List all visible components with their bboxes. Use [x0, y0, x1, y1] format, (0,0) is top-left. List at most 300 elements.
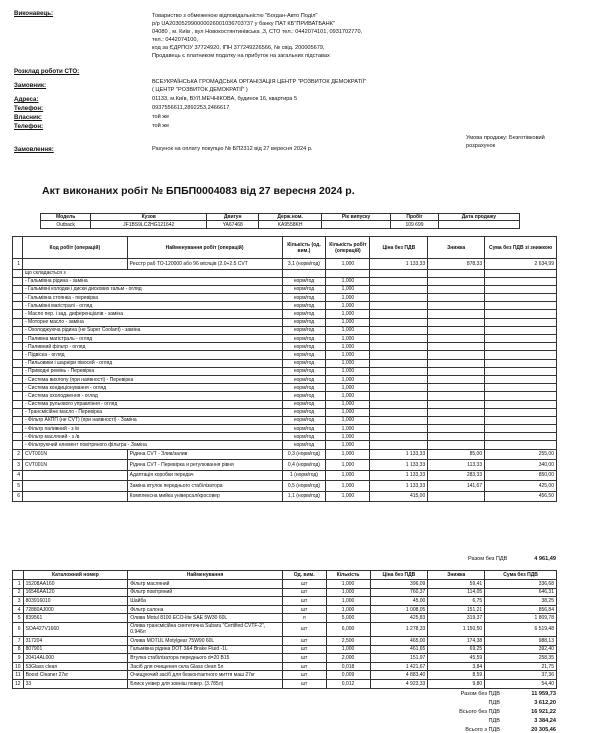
work-subitem: що складається з [22, 269, 282, 277]
row-number: 7 [13, 636, 24, 645]
work-price [370, 441, 428, 449]
work-price: 1 133,33 [370, 449, 428, 460]
part-qty: 2,000 [326, 654, 370, 663]
works-header-cell: Код робіт (операцій) [22, 237, 127, 259]
part-discount: 6,75 [428, 597, 485, 606]
row-number [13, 367, 23, 375]
car-value-cell: KA9558KH [259, 221, 322, 229]
work-name: Заміна втулок переднього стабілізатора [127, 481, 282, 492]
row-number: 9 [13, 654, 24, 663]
part-qty: 0,009 [326, 671, 370, 680]
work-qty: 3,1 (норм/год) [282, 259, 326, 270]
work-price [370, 367, 428, 375]
work-ops: 1,000 [326, 367, 370, 375]
table-row [13, 636, 557, 645]
part-sum: 6 519,48 [485, 622, 557, 636]
work-ops: 1,000 [326, 310, 370, 318]
work-sum [485, 400, 557, 408]
part-unit: шт [282, 580, 326, 589]
car-header-cell: Модель [41, 214, 91, 221]
work-subitem: - Паливна магістраль - огляд [22, 335, 282, 343]
table-row [13, 460, 557, 471]
part-name: Гальмівна рідина DOT 3&4 Brake Fluid -1L [128, 645, 282, 654]
part-name: Блиск універ для зовніш повер. (3.785л) [128, 679, 282, 688]
part-sum: 646,31 [485, 588, 557, 597]
part-code: Boost Cleaner 27кг [23, 671, 128, 680]
part-unit: шт [282, 605, 326, 614]
parts-header-cell: Ціна без ПДВ [370, 571, 428, 580]
works-header-cell: Знижка [428, 237, 485, 259]
work-qty: норм/год [282, 416, 326, 424]
table-row [13, 491, 557, 502]
part-discount: 59,41 [428, 580, 485, 589]
table-row [13, 622, 557, 636]
table-row [13, 343, 557, 351]
work-ops: 1,000 [326, 384, 370, 392]
table-row [13, 351, 557, 359]
work-sum [485, 416, 557, 424]
work-discount [428, 375, 485, 383]
works-header-cell: Кількість робіт (операцій) [326, 237, 370, 259]
row-number: 1 [13, 580, 24, 589]
work-price [370, 408, 428, 416]
work-ops: 1,000 [326, 491, 370, 502]
work-qty: норм/год [282, 375, 326, 383]
row-number [13, 425, 23, 433]
work-qty: норм/год [282, 392, 326, 400]
part-qty: 5,000 [326, 614, 370, 623]
car-value-cell [438, 221, 519, 229]
customer-line: ( ЦЕНТР "РОЗВИТОК ДЕМОКРАТІЇ" ) [152, 87, 248, 93]
total-label: Разом без ПДВ [460, 691, 500, 697]
table-row [13, 614, 557, 623]
works-header-cell: Найменування робіт (операцій) [127, 237, 282, 259]
table-row [13, 416, 557, 424]
contractor-line: Товариство з обмеженою відповідальністю "Богдан-Авто Поділ" [152, 13, 318, 19]
table-row [13, 645, 557, 654]
table-row [13, 425, 557, 433]
part-name: Очищуючий засіб для безконтактного миття маш 27кг [128, 671, 282, 680]
work-sum [485, 343, 557, 351]
work-discount [428, 285, 485, 293]
part-discount: 45,59 [428, 654, 485, 663]
part-discount: 9,80 [428, 679, 485, 688]
work-code [22, 481, 127, 492]
work-qty: норм/год [282, 441, 326, 449]
car-value-cell: Outback [41, 221, 91, 229]
table-row [13, 605, 557, 614]
parts-header-cell: Каталожний номер [23, 571, 128, 580]
part-unit: шт [282, 671, 326, 680]
part-name: Фільтр повітряний [128, 588, 282, 597]
part-unit: шт [282, 622, 326, 636]
table-row [13, 318, 557, 326]
part-name: Втулка стабілізатора переднього d=20 B15 [128, 654, 282, 663]
part-sum: 258,35 [485, 654, 557, 663]
work-ops: 1,000 [326, 351, 370, 359]
row-number [13, 269, 23, 277]
table-row [13, 449, 557, 460]
work-discount [428, 310, 485, 318]
work-qty: норм/год [282, 326, 326, 334]
work-qty: норм/год [282, 310, 326, 318]
table-row [13, 662, 557, 671]
total-label: ПДВ [488, 700, 500, 706]
work-ops: 1,000 [326, 285, 370, 293]
table-row [13, 359, 557, 367]
work-qty: норм/год [282, 277, 326, 285]
work-qty: норм/год [282, 433, 326, 441]
table-row [13, 671, 557, 680]
work-discount [428, 318, 485, 326]
row-number: 2 [13, 449, 23, 460]
contractor-line: код за ЄДРПОУ 37724920, ІПН 377249226566, № свід. 200005679, [152, 45, 325, 51]
work-discount [428, 351, 485, 359]
part-price: 4 923,33 [370, 679, 428, 688]
part-qty: 6,000 [326, 622, 370, 636]
total-value: 3 384,24 [534, 718, 556, 724]
table-row [13, 269, 557, 277]
part-price: 461,65 [370, 645, 428, 654]
work-ops: 1,000 [326, 318, 370, 326]
part-sum: 1 809,78 [485, 614, 557, 623]
work-qty: 0,3 (норм/год) [282, 449, 326, 460]
work-discount: 85,00 [428, 449, 485, 460]
work-sum [485, 294, 557, 302]
schedule-label: Розклад роботи СТО: [14, 68, 80, 75]
car-header-cell: Двигун [207, 214, 259, 221]
car-header-cell: Пробіг [391, 214, 439, 221]
part-name: Олива трансмісійна синтетична Subaru "Certified CVTF-2", 0.946л [128, 622, 282, 636]
row-number [13, 408, 23, 416]
row-number [13, 294, 23, 302]
car-info-table [40, 213, 520, 229]
total-value: 3 612,20 [534, 700, 556, 706]
work-sum: 340,00 [485, 460, 557, 471]
car-value-cell: YA67468 [207, 221, 259, 229]
part-price: 396,09 [370, 580, 428, 589]
parts-header-cell: Знижка [428, 571, 485, 580]
part-sum: 21,75 [485, 662, 557, 671]
car-value-cell [322, 221, 391, 229]
part-code: 53Glass clean [23, 662, 128, 671]
work-ops: 1,000 [326, 449, 370, 460]
part-unit: шт [282, 636, 326, 645]
part-sum: 336,68 [485, 580, 557, 589]
work-price [370, 294, 428, 302]
contractor-label: Виконавець: [14, 10, 54, 17]
part-discount: 319,37 [428, 614, 485, 623]
part-code: 72880AJ000 [23, 605, 128, 614]
work-ops: 1,000 [326, 335, 370, 343]
work-subitem: - Охолоджуюча рідина (не Super Coolant) - заміна [22, 326, 282, 334]
works-header-cell: Ціна без ПДВ [370, 237, 428, 259]
part-price: 1 008,05 [370, 605, 428, 614]
row-number [13, 335, 23, 343]
row-number: 11 [13, 671, 24, 680]
table-row [13, 400, 557, 408]
work-subitem: - Гальмівна стоянка - перевірка [22, 294, 282, 302]
car-header-cell: Рік випуску [322, 214, 391, 221]
work-ops: 1,000 [326, 416, 370, 424]
car-header-cell: Держ.ном. [259, 214, 322, 221]
part-name: Шайба [128, 597, 282, 606]
part-price: 4 883,40 [370, 671, 428, 680]
row-number [13, 433, 23, 441]
work-ops: 1,000 [326, 375, 370, 383]
phone-label: Телефон: [14, 105, 44, 112]
work-discount [428, 416, 485, 424]
part-qty: 1,000 [326, 588, 370, 597]
row-number: 10 [13, 662, 24, 671]
work-ops: 1,000 [326, 343, 370, 351]
work-code: CVT001N [22, 460, 127, 471]
work-qty: норм/год [282, 400, 326, 408]
work-discount [428, 277, 485, 285]
row-number [13, 392, 23, 400]
work-price [370, 433, 428, 441]
part-qty: 1,000 [326, 597, 370, 606]
work-qty: норм/год [282, 302, 326, 310]
work-price: 1 133,33 [370, 470, 428, 481]
table-row [13, 408, 557, 416]
table-row [13, 367, 557, 375]
row-number [13, 326, 23, 334]
contractor-line: тел.: 0442074100, [152, 37, 199, 43]
work-ops: 1,000 [326, 460, 370, 471]
customer-label: Замовник: [14, 82, 47, 89]
work-ops: 1,000 [326, 481, 370, 492]
work-name: Реєстр раб ТО-120000 або 96 місяців (2.0+2.5 CVT [127, 259, 282, 270]
work-discount [428, 269, 485, 277]
work-subitem: - Система кондиціонування - огляд [22, 384, 282, 392]
work-qty: норм/год [282, 294, 326, 302]
part-qty: 0,018 [326, 662, 370, 671]
table-row [13, 384, 557, 392]
address-value: 01133, м.Київ, ВУЛ.МЕЧНІКОВА, будинок 16, квартира 5 [152, 96, 298, 102]
table-row [13, 326, 557, 334]
car-value-cell: JF1BS9LC2HG121642 [91, 221, 207, 229]
work-ops: 1,000 [326, 425, 370, 433]
work-subitem: - Пильовики і шарніри півосей - огляд [22, 359, 282, 367]
contractor-line: Продавець є платником податку на прибуток на загальних підставах [152, 53, 330, 59]
work-qty: норм/год [282, 384, 326, 392]
contractor-line: 04080 , м. Київ , вул Новокостянтинівська ,3, СТО тел.: 0442074101, 0931702770, [152, 29, 363, 35]
part-code: 15208AA160 [23, 580, 128, 589]
part-price: 1 421,67 [370, 662, 428, 671]
part-code: SOA427V1660 [23, 622, 128, 636]
work-qty: норм/год [282, 351, 326, 359]
car-header-cell: Кузов [91, 214, 207, 221]
row-number [13, 318, 23, 326]
work-sum [485, 277, 557, 285]
work-sum [485, 359, 557, 367]
work-ops [326, 269, 370, 277]
row-number: 3 [13, 597, 24, 606]
work-discount: 113,33 [428, 460, 485, 471]
customer-line: ВСЕУКРАЇНСЬКА ГРОМАДСЬКА ОРГАНІЗАЦІЯ ЦЕНТР "РОЗВИТОК ДЕМОКРАТІЇ" [152, 79, 367, 85]
part-code: 20414AL000 [23, 654, 128, 663]
part-name: Фільтр салона [128, 605, 282, 614]
table-row [13, 310, 557, 318]
work-sum: 2 634,99 [485, 259, 557, 270]
table-row [13, 285, 557, 293]
work-discount [428, 408, 485, 416]
work-sum [485, 367, 557, 375]
work-price: 1 133,33 [370, 481, 428, 492]
row-number [13, 400, 23, 408]
work-subitem: - Підвіска - огляд [22, 351, 282, 359]
part-discount: 114,05 [428, 588, 485, 597]
work-discount: 283,33 [428, 470, 485, 481]
row-number: 6 [13, 622, 24, 636]
part-sum: 38,25 [485, 597, 557, 606]
work-code: CVT001N [22, 449, 127, 460]
part-price: 45,00 [370, 597, 428, 606]
work-subitem: - Трансмісійне масло - Перевірка [22, 408, 282, 416]
work-qty: 0,5 (норм/год) [282, 481, 326, 492]
customer-name [152, 78, 366, 94]
phone-value: 0937556611,2892253,2466617 [152, 105, 230, 111]
works-total-label: Разом без ПДВ [468, 556, 508, 562]
work-price [370, 343, 428, 351]
row-number: 4 [13, 605, 24, 614]
parts-header-cell: Сума без ПДВ [485, 571, 557, 580]
part-discount: 1 150,50 [428, 622, 485, 636]
sale-terms-line: розрахунок [466, 143, 496, 149]
owner-value: той же [152, 114, 170, 120]
part-unit: шт [282, 679, 326, 688]
work-price: 415,00 [370, 491, 428, 502]
work-sum [485, 384, 557, 392]
part-discount: 69,25 [428, 645, 485, 654]
work-price [370, 351, 428, 359]
work-qty: норм/год [282, 359, 326, 367]
row-number: 5 [13, 614, 24, 623]
row-number: 4 [13, 470, 23, 481]
table-row [13, 580, 557, 589]
part-qty: 1,000 [326, 645, 370, 654]
work-name: Адаптація коробки передач [127, 470, 282, 481]
table-row [13, 277, 557, 285]
parts-header-cell: Кількість [326, 571, 370, 580]
work-discount [428, 302, 485, 310]
work-price [370, 326, 428, 334]
work-sum [485, 318, 557, 326]
work-ops: 1,000 [326, 433, 370, 441]
work-ops: 1,000 [326, 294, 370, 302]
work-ops: 1,000 [326, 302, 370, 310]
work-discount [428, 441, 485, 449]
work-price: 1 133,33 [370, 259, 428, 270]
work-ops: 1,000 [326, 259, 370, 270]
part-qty: 0,012 [326, 679, 370, 688]
row-number [13, 384, 23, 392]
works-header-cell: Сума без ПДВ зі знижкою [485, 237, 557, 259]
part-discount: 3,84 [428, 662, 485, 671]
part-code: 807901 [23, 645, 128, 654]
contractor-details [152, 12, 362, 60]
row-number [13, 285, 23, 293]
work-price [370, 425, 428, 433]
work-sum [485, 326, 557, 334]
work-qty: норм/год [282, 318, 326, 326]
work-subitem: - Паливний фільтр - огляд [22, 343, 282, 351]
work-discount [428, 367, 485, 375]
work-sum: 850,00 [485, 470, 557, 481]
work-discount [428, 359, 485, 367]
work-ops: 1,000 [326, 441, 370, 449]
part-unit: шт [282, 654, 326, 663]
work-name: Рідина CVT - Перевірка и регулювання рівня [127, 460, 282, 471]
work-price [370, 359, 428, 367]
total-label: Всього з ПДВ [465, 727, 500, 733]
row-number [13, 277, 23, 285]
table-row [13, 470, 557, 481]
part-code: 33 [23, 679, 128, 688]
row-number [13, 302, 23, 310]
work-subitem: - Фільтруючий елемент повітряного фільтра - Заміна [22, 441, 282, 449]
part-unit: шт [282, 662, 326, 671]
total-value: 16 921,22 [531, 709, 556, 715]
part-discount: 151,21 [428, 605, 485, 614]
work-sum [485, 285, 557, 293]
work-sum [485, 408, 557, 416]
part-name: Олива Motul 8100 ECO-lite SAE 5W30 60L [128, 614, 282, 623]
part-unit: л [282, 614, 326, 623]
work-price [370, 392, 428, 400]
work-qty: норм/год [282, 335, 326, 343]
parts-header-cell: Од. вим. [282, 571, 326, 580]
total-value: 11 959,73 [531, 691, 556, 697]
parts-header-cell: Найменування [128, 571, 282, 580]
work-sum [485, 302, 557, 310]
work-qty [282, 269, 326, 277]
work-sum [485, 425, 557, 433]
part-price: 465,00 [370, 636, 428, 645]
row-number: 2 [13, 588, 24, 597]
part-code: 803916010 [23, 597, 128, 606]
table-row [13, 375, 557, 383]
table-row [13, 259, 557, 270]
work-price [370, 335, 428, 343]
table-row [13, 433, 557, 441]
work-discount [428, 425, 485, 433]
row-number: 1 [13, 259, 23, 270]
part-code: 16546AA120 [23, 588, 128, 597]
document-title: Акт виконаних робіт № БПБП0004083 від 27 вересня 2024 р. [42, 185, 355, 197]
part-sum: 856,84 [485, 605, 557, 614]
row-number: 12 [13, 679, 24, 688]
row-number [13, 343, 23, 351]
work-price [370, 269, 428, 277]
work-ops: 1,000 [326, 392, 370, 400]
part-discount: 174,38 [428, 636, 485, 645]
work-name: Рідина CVT - Злив/залив [127, 449, 282, 460]
work-discount [428, 294, 485, 302]
work-discount [428, 392, 485, 400]
table-row [13, 392, 557, 400]
row-number [13, 416, 23, 424]
part-code: 839561 [23, 614, 128, 623]
table-row [13, 588, 557, 597]
table-row [13, 294, 557, 302]
part-name: Олива MOTUL Motylgear 75W90 60L [128, 636, 282, 645]
phone2-value: той же [152, 123, 170, 129]
work-discount [428, 433, 485, 441]
row-number: 5 [13, 481, 23, 492]
sale-terms-line: Умова продажу: Безготівковий [466, 135, 545, 141]
